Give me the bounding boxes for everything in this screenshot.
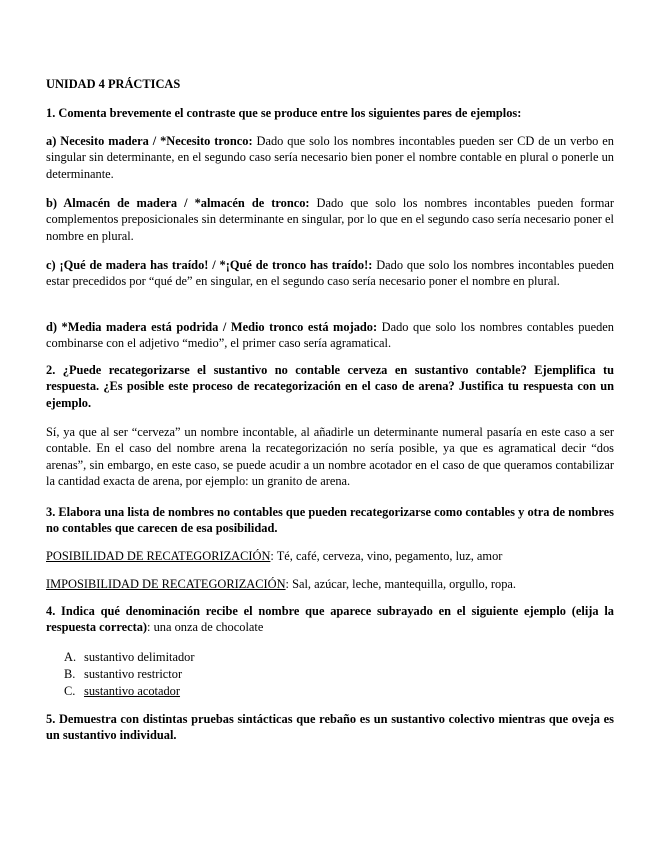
- answer-1c: [46, 257, 614, 290]
- option-b: [64, 666, 182, 682]
- question-1-text: 1. Comenta brevemente el contraste que se produce entre los siguientes pares de ejemplos:: [46, 106, 522, 120]
- answer-2: Sí, ya que al ser “cerveza” un nombre incontable, al añadirle un determinante numeral pasaría en este caso a ser contable. En el caso del nombre arena la recategorización no sería posible, ya que es agramatical decir “dos arenas”, sin embargo, en este caso, se puede acudir a un nombre acotador en el caso de que queramos contabilizar la cantidad exacta de arena, por ejemplo: un granito de arena.: [46, 425, 614, 489]
- option-a: [64, 649, 194, 665]
- answer-1a-text: Dado que solo los nombres incontables pueden ser CD de un verbo en singular sin determinante, en el segundo caso sería necesario bien poner el nombre contable en plural o ponerle un determinante.: [46, 134, 614, 181]
- answer-1d: [46, 319, 614, 352]
- recategorization-impossible: [46, 576, 614, 592]
- answer-1b: [46, 195, 614, 244]
- question-4-example: : una onza de chocolate: [147, 620, 264, 635]
- answer-1c-text: Dado que solo los nombres incontables pueden estar precedidos por “qué de” en singular, en el segundo caso sería necesario poner el nombre en plural.: [46, 258, 614, 289]
- option-c-letter: C.: [64, 684, 76, 698]
- question-5-text: 5. Demuestra con distintas pruebas sintácticas que rebaño es un sustantivo colectivo mientras que oveja es un sustantivo individual.: [46, 712, 614, 743]
- question-3-text: 3. Elabora una lista de nombres no contables que pueden recategorizarse como contables y otra de nombres no contables que carecen de esa posibilidad.: [46, 505, 614, 536]
- question-5-prompt: [46, 711, 614, 744]
- question-4-prompt: [46, 603, 614, 636]
- option-c: [64, 683, 180, 699]
- option-c-text: sustantivo acotador: [84, 684, 181, 698]
- impossible-list: : Sal, azúcar, leche, mantequilla, orgullo, ropa.: [285, 577, 517, 591]
- possible-list: : Té, café, cerveza, vino, pegamento, luz, amor: [270, 549, 503, 563]
- question-2-prompt: [46, 362, 614, 411]
- answer-1c-label: c) ¡Qué de madera has traído! / *¡Qué de tronco has traído!:: [46, 258, 373, 272]
- recategorization-possible: [46, 548, 614, 564]
- answer-1b-text: Dado que solo los nombres incontables pueden formar complementos preposicionales sin determinante en singular, por lo que en el segundo caso sería necesario poner el nombre en plural.: [46, 196, 614, 243]
- question-2-text: 2. ¿Puede recategorizarse el sustantivo no contable cerveza en sustantivo contable? Ejemplifica tu respuesta. ¿Es posible este proceso de recategorización en el caso de arena? Justifica tu respuesta con un ejemplo.: [46, 363, 614, 410]
- option-a-text: sustantivo delimitador: [84, 650, 195, 664]
- answer-1d-label: d) *Media madera está podrida / Medio tronco está mojado:: [46, 320, 378, 334]
- question-1-prompt: [46, 105, 614, 121]
- question-3-prompt: [46, 504, 614, 537]
- answer-1d-text: Dado que solo los nombres contables pueden combinarse con el adjetivo “medio”, el primer caso sería agramatical.: [46, 320, 614, 351]
- question-4-text: 4. Indica qué denominación recibe el nombre que aparece subrayado en el siguiente ejemplo (elija la respuesta correcta): [46, 604, 614, 635]
- answer-1a: [46, 133, 614, 182]
- impossible-label: IMPOSIBILIDAD DE RECATEGORIZACIÓN: [46, 577, 286, 591]
- option-b-text: sustantivo restrictor: [84, 667, 183, 681]
- possible-label: POSIBILIDAD DE RECATEGORIZACIÓN: [46, 549, 271, 563]
- answer-1b-label: b) Almacén de madera / *almacén de tronco:: [46, 196, 310, 210]
- option-b-letter: B.: [64, 667, 76, 681]
- option-a-letter: A.: [64, 650, 77, 664]
- answer-1a-label: a) Necesito madera / *Necesito tronco:: [46, 134, 253, 148]
- document-title: UNIDAD 4 PRÁCTICAS: [46, 77, 181, 91]
